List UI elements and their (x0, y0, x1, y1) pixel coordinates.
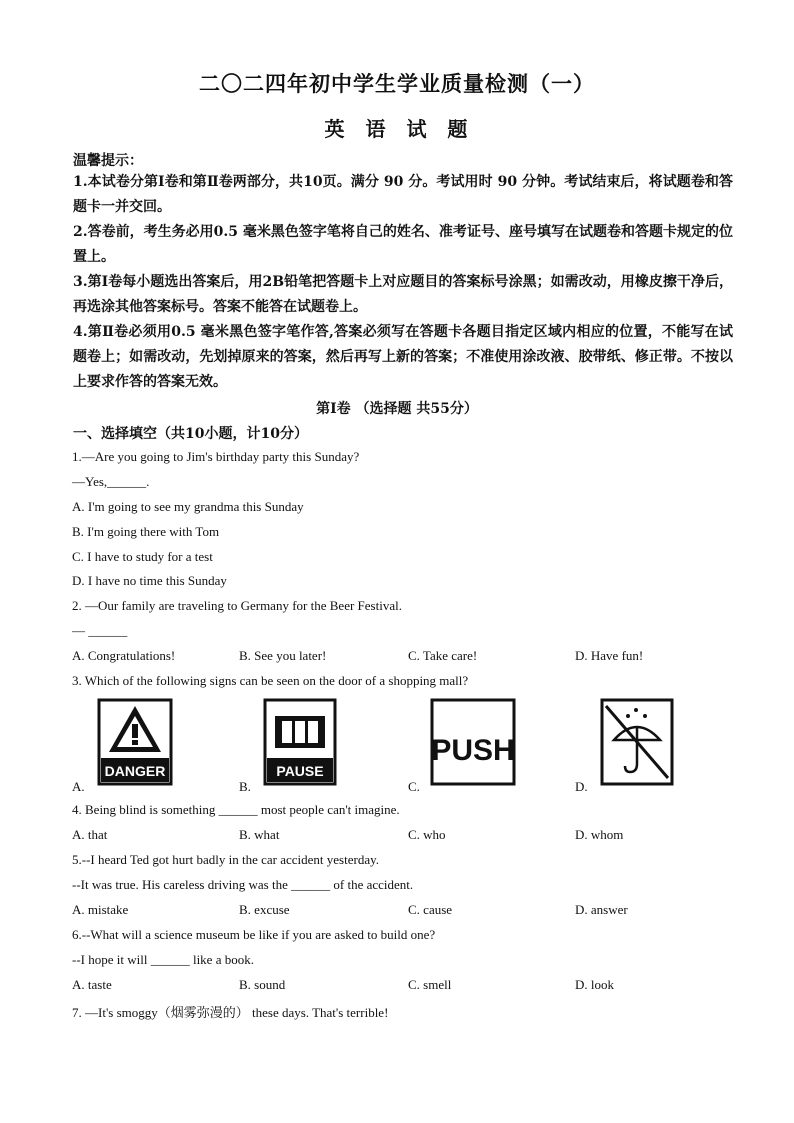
section-heading: 一、选择填空（共10小题，计10分） (73, 426, 308, 442)
question-2-option-c: C. Take care! (408, 648, 478, 663)
pause-sign-label: PAUSE (276, 763, 324, 779)
question-4-option-c: C. who (408, 827, 446, 842)
question-1-stem: 1.—Are you going to Jim's birthday party this Sunday? (72, 449, 360, 464)
question-1-option-a: A. I'm going to see my grandma this Sunday (72, 499, 304, 514)
question-2-reply: — ______ (72, 623, 128, 638)
notice-heading: 温馨提示： (73, 153, 143, 169)
question-1-option-d: D. I have no time this Sunday (72, 573, 227, 588)
question-7-stem: 7. —It's smoggy（烟雾弥漫的） these days. That's terrible! (72, 1005, 389, 1020)
question-1-option-c: C. I have to study for a test (72, 549, 213, 564)
question-4-stem: 4. Being blind is something ______ most people can't imagine. (72, 802, 400, 817)
question-1-reply: —Yes,______. (72, 474, 150, 489)
push-sign-label: PUSH (431, 734, 515, 767)
question-4-option-b: B. what (239, 827, 280, 842)
question-6-option-c: C. smell (408, 977, 452, 992)
question-6-stem: 6.--What will a science museum be like if you are asked to build one? (72, 927, 436, 942)
part-title: 第Ⅰ卷 （选择题 共55分） (316, 401, 478, 417)
question-6-option-b: B. sound (239, 977, 286, 992)
question-3-stem: 3. Which of the following signs can be seen on the door of a shopping mall? (72, 673, 469, 688)
question-3-option-b: B. (239, 779, 251, 794)
question-2-option-b: B. See you later! (239, 648, 327, 663)
question-4-option-a: A. that (72, 827, 108, 842)
exam-title: 二〇二四年初中学生学业质量检测（一） (199, 71, 595, 96)
question-6-reply: --I hope it will ______ like a book. (72, 952, 254, 967)
question-5-option-c: C. cause (408, 902, 453, 917)
no-umbrella-sign-icon (600, 698, 674, 786)
question-5-stem: 5.--I heard Ted got hurt badly in the car accident yesterday. (72, 852, 379, 867)
question-5-option-b: B. excuse (239, 902, 290, 917)
question-5-reply: --It was true. His careless driving was the ______ of the accident. (72, 877, 414, 892)
notice-item: 3.第Ⅰ卷每小题选出答案后，用2B铅笔把答题卡上对应题目的答案标号涂黑；如需改动，用橡皮擦干净后，再选涂其他答案标号。答案不能答在试题卷上。 (73, 274, 733, 315)
question-3-option-a: A. (72, 779, 85, 794)
question-2-option-d: D. Have fun! (575, 648, 644, 663)
notice-item: 1.本试卷分第Ⅰ卷和第Ⅱ卷两部分，共10页。满分 90 分。考试用时 90 分钟。考试结束后，将试题卷和答题卡一并交回。 (73, 174, 733, 215)
push-sign-icon (430, 698, 516, 786)
danger-sign-icon (97, 698, 173, 786)
notice-item: 4.第Ⅱ卷必须用0.5 毫米黑色签字笔作答,答案必须写在答题卡各题目指定区域内相应的位置，不能写在试题卷上；如需改动，先划掉原来的答案，然后再写上新的答案；不准使用涂改液、胶带纸、修正带。不按以上要求作答的答案无效。 (73, 324, 733, 390)
notice-list (73, 170, 733, 395)
question-2-stem: 2. —Our family are traveling to Germany for the Beer Festival. (72, 598, 402, 613)
exam-subtitle: 英 语 试 题 (324, 117, 470, 141)
question-5-option-d: D. answer (575, 902, 628, 917)
question-1-option-b: B. I'm going there with Tom (72, 524, 220, 539)
question-2-option-a: A. Congratulations! (72, 648, 176, 663)
question-6-option-d: D. look (575, 977, 614, 992)
question-4-option-d: D. whom (575, 827, 624, 842)
pause-sign-icon (263, 698, 337, 786)
danger-sign-label: DANGER (104, 763, 166, 779)
question-5-option-a: A. mistake (72, 902, 129, 917)
question-3-option-d: D. (575, 779, 588, 794)
notice-item: 2.答卷前，考生务必用0.5 毫米黑色签字笔将自己的姓名、准考证号、座号填写在试题卷和答题卡规定的位置上。 (73, 224, 733, 265)
question-6-option-a: A. taste (72, 977, 112, 992)
question-3-option-c: C. (408, 779, 420, 794)
